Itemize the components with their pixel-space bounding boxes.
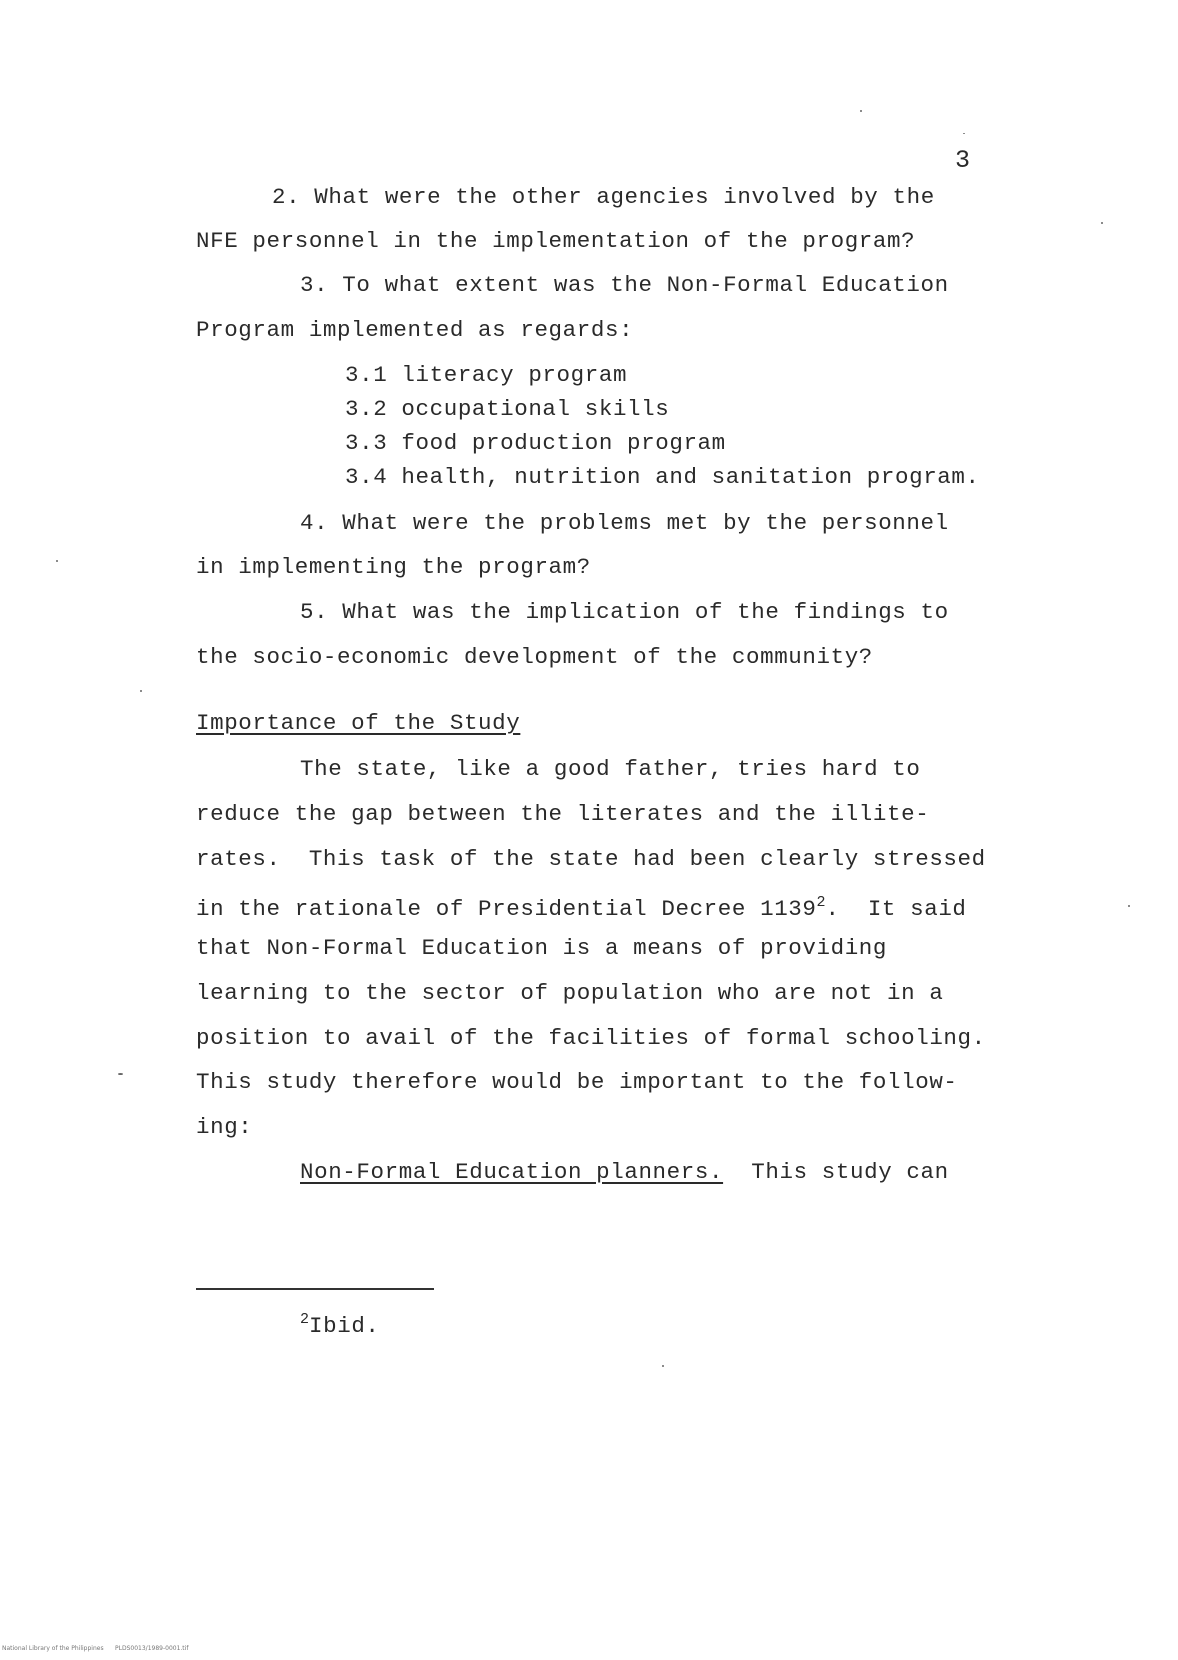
footnote-text: Ibid.: [309, 1313, 380, 1339]
question-3-line-2: Program implemented as regards:: [196, 317, 634, 343]
paragraph-line: This study therefore would be important to the follow-: [196, 1069, 958, 1095]
paragraph-line-tail: . It said: [825, 896, 967, 922]
scan-speck: [1101, 222, 1103, 224]
question-4-line-2: in implementing the program?: [196, 554, 591, 580]
footnote: [300, 1311, 380, 1339]
paragraph-line: learning to the sector of population who are not in a: [196, 980, 944, 1006]
paragraph-line: rates. This task of the state had been clearly stressed: [196, 846, 986, 872]
paragraph-line: position to avail of the facilities of formal schooling.: [196, 1025, 986, 1051]
question-2-line-1: 2. What were the other agencies involved by the: [272, 184, 935, 210]
question-5-line-2: the socio-economic development of the community?: [196, 644, 873, 670]
footnote-marker: 2: [300, 1311, 310, 1328]
scan-speck: [140, 690, 142, 692]
sub-item-3-2: 3.2 occupational skills: [345, 396, 670, 422]
question-4-line-1: 4. What were the problems met by the personnel: [300, 510, 949, 536]
scan-speck: [1128, 905, 1130, 907]
scan-speck: [963, 133, 965, 134]
subheading-tail: This study can: [723, 1159, 949, 1185]
scanner-imprint: National Library of the Philippines PLDS0013/1989-0001.tif: [2, 1645, 189, 1652]
scan-speck: [860, 110, 862, 112]
footnote-rule: [196, 1288, 434, 1290]
paragraph-line-text: in the rationale of Presidential Decree 1139: [196, 896, 817, 922]
section-heading: Importance of the Study: [196, 710, 521, 736]
paragraph-line: that Non-Formal Education is a means of providing: [196, 935, 888, 961]
subheading: Non-Formal Education planners.: [300, 1159, 724, 1185]
question-5-line-1: 5. What was the implication of the findings to: [300, 599, 949, 625]
paragraph-line: The state, like a good father, tries hard to: [300, 756, 921, 782]
sub-item-3-1: 3.1 literacy program: [345, 362, 628, 388]
scan-speck: [662, 1365, 664, 1367]
question-3-line-1: 3. To what extent was the Non-Formal Education: [300, 272, 949, 298]
paragraph-line: reduce the gap between the literates and the illite-: [196, 801, 930, 827]
sub-item-3-4: 3.4 health, nutrition and sanitation program.: [345, 464, 980, 490]
question-2-line-2: NFE personnel in the implementation of the program?: [196, 228, 916, 254]
footnote-reference: 2: [816, 894, 826, 911]
scan-speck: [118, 1073, 123, 1075]
scan-speck: [56, 560, 58, 562]
paragraph-line-with-footnote: [196, 888, 967, 924]
page-number: 3: [955, 146, 971, 175]
paragraph-line: ing:: [196, 1114, 253, 1140]
sub-item-3-3: 3.3 food production program: [345, 430, 726, 456]
subheading-line: [300, 1157, 949, 1187]
